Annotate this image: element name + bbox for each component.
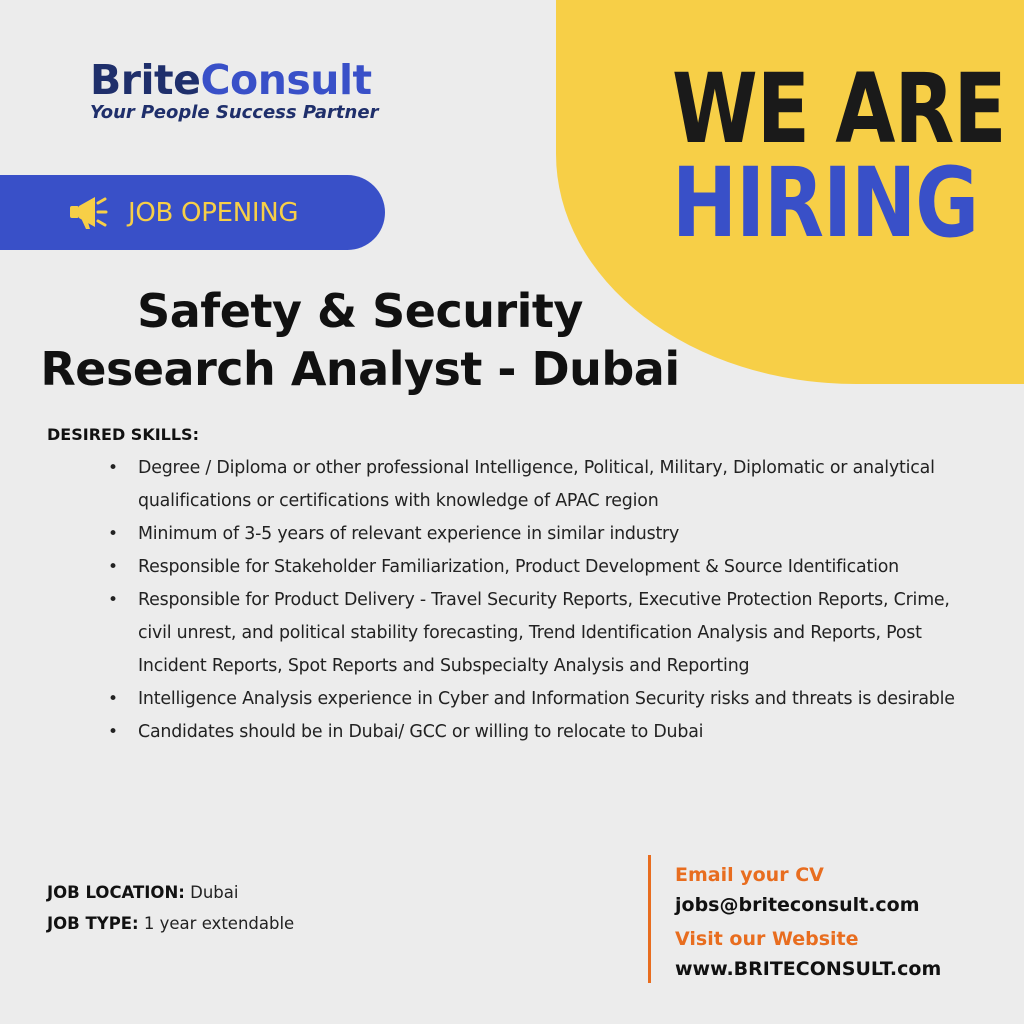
brand-logo (90, 56, 378, 124)
skills-heading: DESIRED SKILLS: (47, 425, 199, 444)
bullet-icon: • (108, 722, 118, 742)
skill-item (105, 452, 985, 518)
job-title-line-2: Research Analyst - Dubai (40, 342, 680, 396)
bullet-icon: • (108, 590, 118, 610)
email-link[interactable]: jobs@briteconsult.com (675, 894, 920, 916)
bullet-icon: • (108, 458, 118, 478)
skill-item (105, 551, 985, 584)
job-details (47, 877, 294, 939)
skill-item (105, 716, 985, 749)
contact-divider (648, 855, 651, 983)
skills-list (105, 452, 985, 749)
skill-item (105, 518, 985, 551)
hiring-banner (672, 53, 1006, 259)
brand-name-part2: Consult (200, 56, 372, 104)
skill-text: Intelligence Analysis experience in Cyber and Information Security risks and threats is desirable (138, 689, 955, 709)
skill-text: Minimum of 3-5 years of relevant experience in similar industry (138, 524, 680, 544)
brand-name (90, 56, 378, 104)
email-heading: Email your CV (675, 864, 824, 886)
skill-text: Responsible for Product Delivery - Travel Security Reports, Executive Protection Reports, Crime, civil unrest, and political stability forecasting, Trend Identification Analysis and Reports, Post Incident Reports, Spot Reports and Subspecialty Analysis and Reporting (138, 590, 950, 676)
hiring-line-1: WE ARE (672, 53, 1006, 165)
job-opening-badge (0, 175, 385, 250)
contact-block (675, 860, 941, 984)
job-title (0, 282, 720, 398)
skill-item (105, 584, 985, 683)
website-heading: Visit our Website (675, 928, 859, 950)
skill-item (105, 683, 985, 716)
brand-tagline: Your People Success Partner (90, 102, 379, 123)
hiring-line-2: HIRING (672, 147, 979, 259)
job-type (47, 908, 294, 939)
website-link[interactable]: www.BRITECONSULT.com (675, 958, 942, 980)
bullet-icon: • (108, 524, 118, 544)
job-location (47, 877, 294, 908)
job-location-value: Dubai (184, 883, 239, 902)
job-title-line-1: Safety & Security (137, 284, 583, 338)
megaphone-icon (68, 195, 108, 231)
bullet-icon: • (108, 557, 118, 577)
skill-text: Degree / Diploma or other professional Intelligence, Political, Military, Diplomatic or analytical qualifications or certifications with knowledge of APAC region (138, 458, 935, 511)
job-location-label: JOB LOCATION: (47, 883, 185, 902)
brand-name-part1: Brite (90, 56, 201, 104)
skill-text: Responsible for Stakeholder Familiarization, Product Development & Source Identification (138, 557, 899, 577)
job-opening-label: JOB OPENING (128, 197, 299, 228)
skill-text: Candidates should be in Dubai/ GCC or willing to relocate to Dubai (138, 722, 704, 742)
job-type-label: JOB TYPE: (47, 914, 139, 933)
bullet-icon: • (108, 689, 118, 709)
job-type-value: 1 year extendable (138, 914, 295, 933)
